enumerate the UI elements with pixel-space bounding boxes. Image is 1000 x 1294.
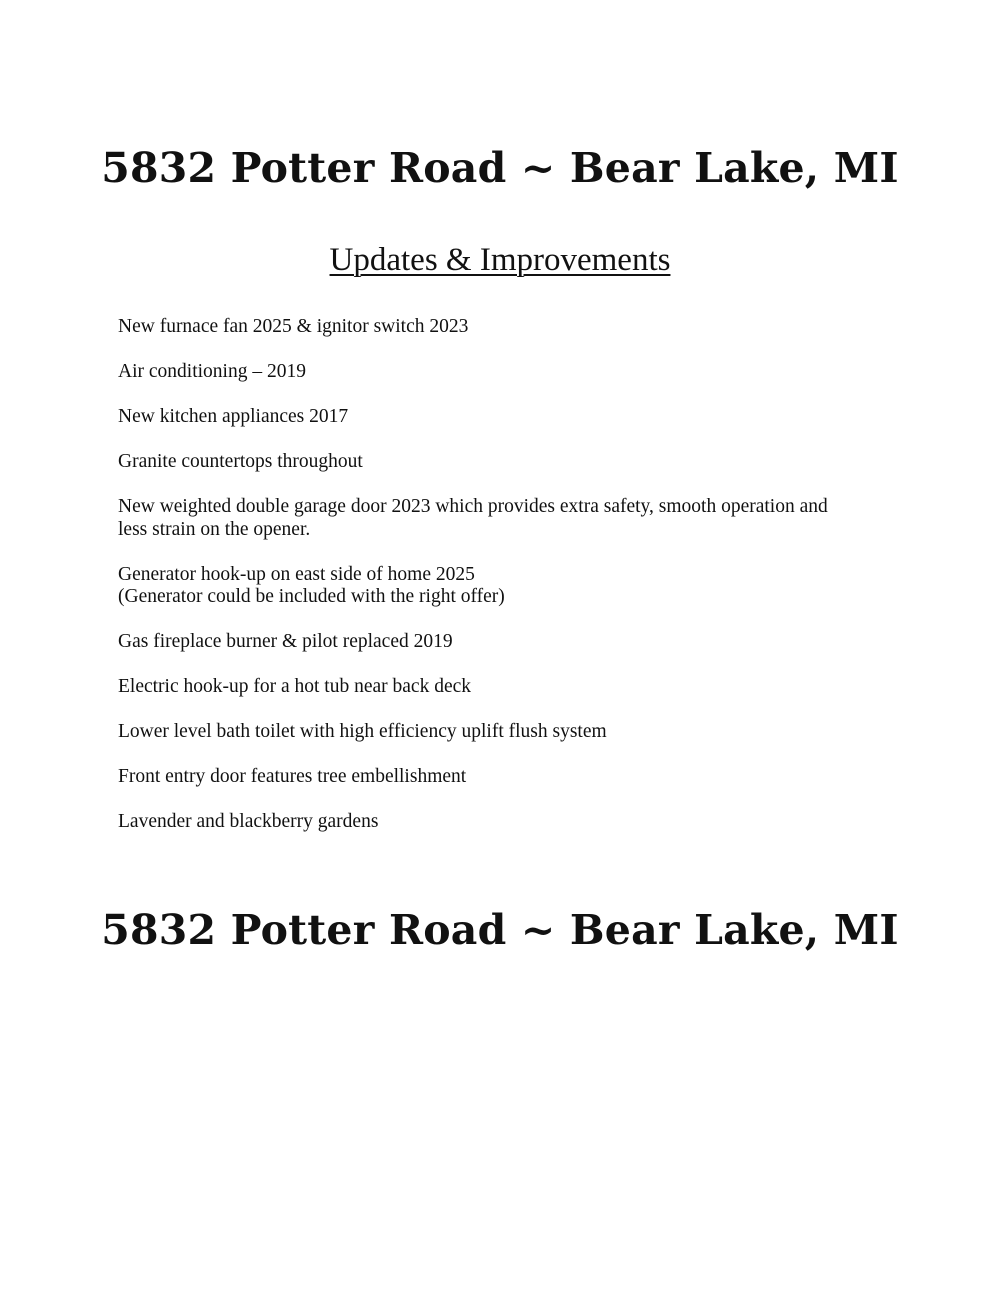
list-item [118, 811, 898, 834]
list-item [118, 564, 898, 609]
list-item-text: Front entry door features tree embellishment [118, 766, 467, 787]
section-heading [0, 240, 1000, 280]
section-heading-text: Updates & Improvements [329, 242, 671, 278]
page-title: 5832 Potter Road ~ Bear Lake, MI [101, 144, 899, 192]
list-item-text: New furnace fan 2025 & ignitor switch 2023 [118, 316, 469, 337]
list-item-text: Gas fireplace burner & pilot replaced 2019 [118, 631, 453, 652]
list-item [118, 361, 898, 384]
list-item [118, 766, 898, 789]
list-item-text: New kitchen appliances 2017 [118, 406, 349, 427]
list-item [118, 406, 898, 429]
list-item-text-continued: less strain on the opener. [118, 518, 311, 540]
list-item-text-continued: (Generator could be included with the right offer) [118, 586, 505, 607]
list-item [118, 451, 898, 474]
list-item-text: Air conditioning – 2019 [118, 361, 306, 382]
list-item-text: Lower level bath toilet with high efficiency uplift flush system [118, 721, 607, 742]
list-item-text: Generator hook-up on east side of home 2025 [118, 563, 475, 585]
list-item [118, 316, 898, 339]
improvements-list [118, 316, 898, 856]
list-item-text: Electric hook-up for a hot tub near back deck [118, 676, 472, 697]
list-item-text: New weighted double garage door 2023 which provides extra safety, smooth operation and [118, 496, 828, 517]
list-item [118, 721, 898, 744]
list-item [118, 676, 898, 699]
list-item [118, 631, 898, 654]
footer-title: 5832 Potter Road ~ Bear Lake, MI [101, 906, 899, 954]
list-item-text: Lavender and blackberry gardens [118, 811, 379, 832]
list-item-text: Granite countertops throughout [118, 451, 363, 472]
list-item [118, 496, 898, 541]
